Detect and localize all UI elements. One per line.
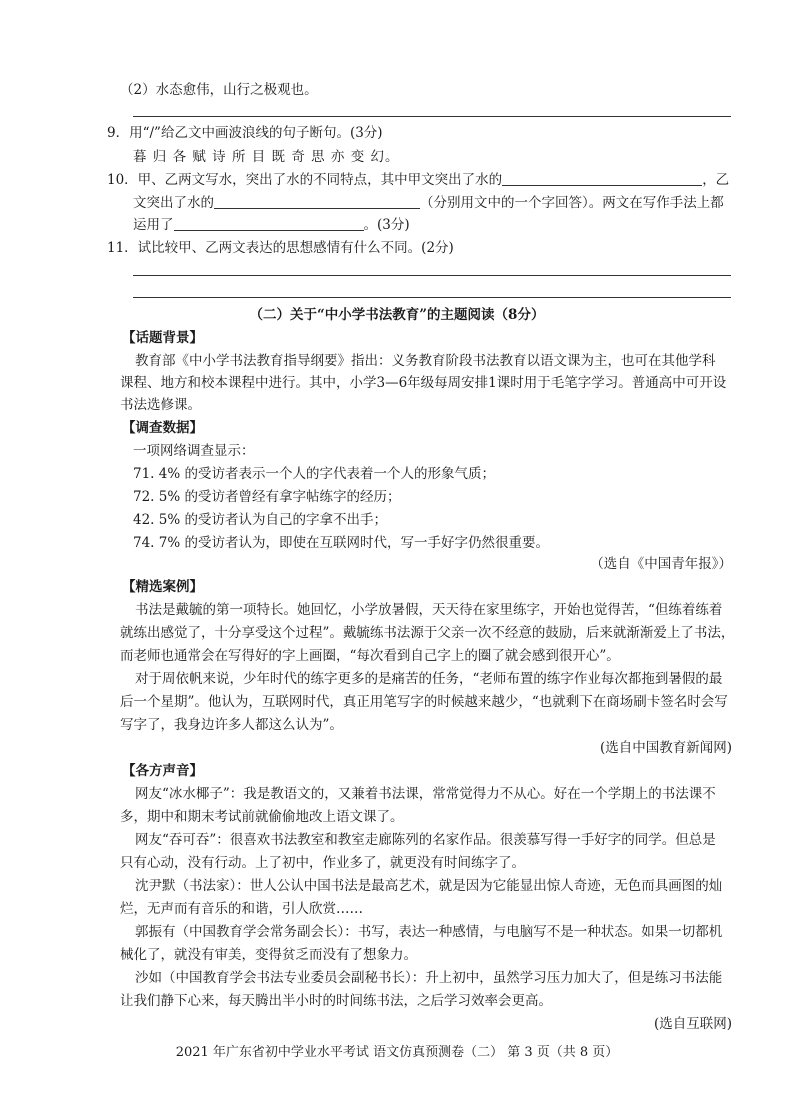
answer-line [133, 275, 731, 276]
voice-line: 械化了，就没有审美，变得贫乏而没有了想象力。 [120, 947, 417, 963]
survey-item: 42. 5% 的受访者认为自己的字拿不出手； [133, 512, 387, 528]
page-footer: 2021 年广东省初中学业水平考试 语文仿真预测卷（二） 第 3 页（共 8 页） [175, 1045, 619, 1060]
case-line: 后一个星期”。他认为，互联网时代，真正用笔写字的时候越来越少，“也就剩下在商场刷卡签名时会写 [120, 694, 728, 710]
background-line: 教育部《中小学书法教育指导纲要》指出：义务教育阶段书法教育以语文课为主，也可在其他学科 [135, 353, 716, 369]
voice-line: 让我们静下心来，每天腾出半小时的时间练书法，之后学习效率会更高。 [120, 993, 552, 1009]
survey-item: 74. 7% 的受访者认为，即使在互联网时代，写一手好字仍然很重要。 [133, 535, 549, 551]
case-line: 书法是戴毓的第一项特长。她回忆，小学放暑假，天天待在家里练字，开始也觉得苦，“但练着练着 [135, 602, 723, 618]
voice-line: 烂，无声而有音乐的和谐，引人欣赏…… [120, 901, 363, 917]
question-11: 11．试比较甲、乙两文表达的思想感情有什么不同。(2分) [107, 240, 454, 256]
case-line: 就练出感觉了，十分享受这个过程”。戴毓练书法源于父亲一次不经意的鼓励，后来就渐渐爱上了书法， [120, 625, 735, 641]
section-title: （二）关于“中小学书法教育”的主题阅读（8分） [249, 307, 545, 323]
case-line: 对于周依帆来说，少年时代的练字更多的是痛苦的任务，“老师布置的练字作业每次都拖到暑假的最 [135, 671, 723, 687]
background-heading: 【话题背景】 [122, 330, 203, 346]
question-9: 9．用“/”给乙文中画波浪线的句子断句。(3分) [107, 125, 383, 141]
voices-heading: 【各方声音】 [122, 763, 203, 779]
cases-source: (选自中国教育新闻网) [599, 740, 732, 756]
q10-line1: 10．甲、乙两文写水，突出了水的不同特点，其中甲文突出了水的 [107, 172, 503, 188]
survey-item: 72. 5% 的受访者曾经有拿字帖练字的经历； [133, 489, 401, 505]
voice-line: 只有心动，没有行动。上了初中，作业多了，就更没有时间练字了。 [120, 855, 525, 871]
background-line: 书法选修课。 [120, 397, 201, 413]
survey-heading: 【调查数据】 [122, 420, 203, 436]
q10-line2a: 文突出了水的 [133, 195, 214, 211]
q10-line3b: 。(3分) [363, 217, 410, 233]
q10-line3a: 运用了 [133, 217, 174, 233]
voice-line: 网友“冰水椰子”：我是教语文的，又兼着书法课，常常觉得力不从心。好在一个学期上的书法课不 [135, 786, 716, 802]
answer-line [133, 116, 731, 117]
background-line: 课程、地方和校本课程中进行。其中，小学3—6年级每周安排1课时用于毛笔字学习。普通高中可开设 [120, 375, 727, 391]
question-10 [107, 170, 729, 190]
q10-line2 [133, 193, 724, 213]
voice-line: 郭振有（中国教育学会常务副会长）：书写，表达一种感情，与电脑写不是一种状态。如果一切都机 [135, 924, 723, 940]
q10-line1-end: ，乙 [702, 172, 730, 188]
q8-item-2: （2）水态愈伟，山行之极观也。 [120, 82, 318, 98]
voices-source: (选自互联网) [653, 1016, 732, 1032]
voice-line: 多，期中和期末考试前就偷偷地改上语文课了。 [120, 809, 404, 825]
survey-intro: 一项网络调查显示： [133, 443, 255, 459]
survey-item: 71. 4% 的受访者表示一个人的字代表着一个人的形象气质； [133, 466, 495, 482]
case-line: 而老师也通常会在写得好的字上画圈，“每次看到自己字上的圈了就会感到很开心”。 [120, 648, 620, 664]
voice-line: 沈尹默（书法家）：世人公认中国书法是最高艺术，就是因为它能显出惊人奇迹，无色而具画图的灿 [135, 878, 723, 894]
voice-line: 网友“吞可吞”：很喜欢书法教室和教室走廊陈列的名家作品。很羡慕写得一手好字的同学。但总是 [135, 832, 716, 848]
answer-line [133, 297, 731, 298]
q10-line3 [133, 215, 410, 235]
survey-source: （选自《中国青年报》） [590, 556, 732, 572]
answer-blank-2[interactable] [214, 194, 420, 209]
q9-sentence: 暮 归 各 赋 诗 所 目 既 奇 思 亦 变 幻。 [133, 149, 400, 165]
answer-blank-1[interactable] [502, 171, 702, 186]
voice-line: 沙如（中国教育学会书法专业委员会副秘书长）：升上初中，虽然学习压力加大了，但是练习书法能 [135, 970, 723, 986]
case-line: 写字了，我身边许多人都这么认为”。 [120, 717, 343, 733]
cases-heading: 【精选案例】 [122, 579, 203, 595]
q10-line2b: （分别用文中的一个字回答）。两文在写作手法上都 [420, 195, 724, 211]
answer-blank-3[interactable] [174, 216, 364, 231]
